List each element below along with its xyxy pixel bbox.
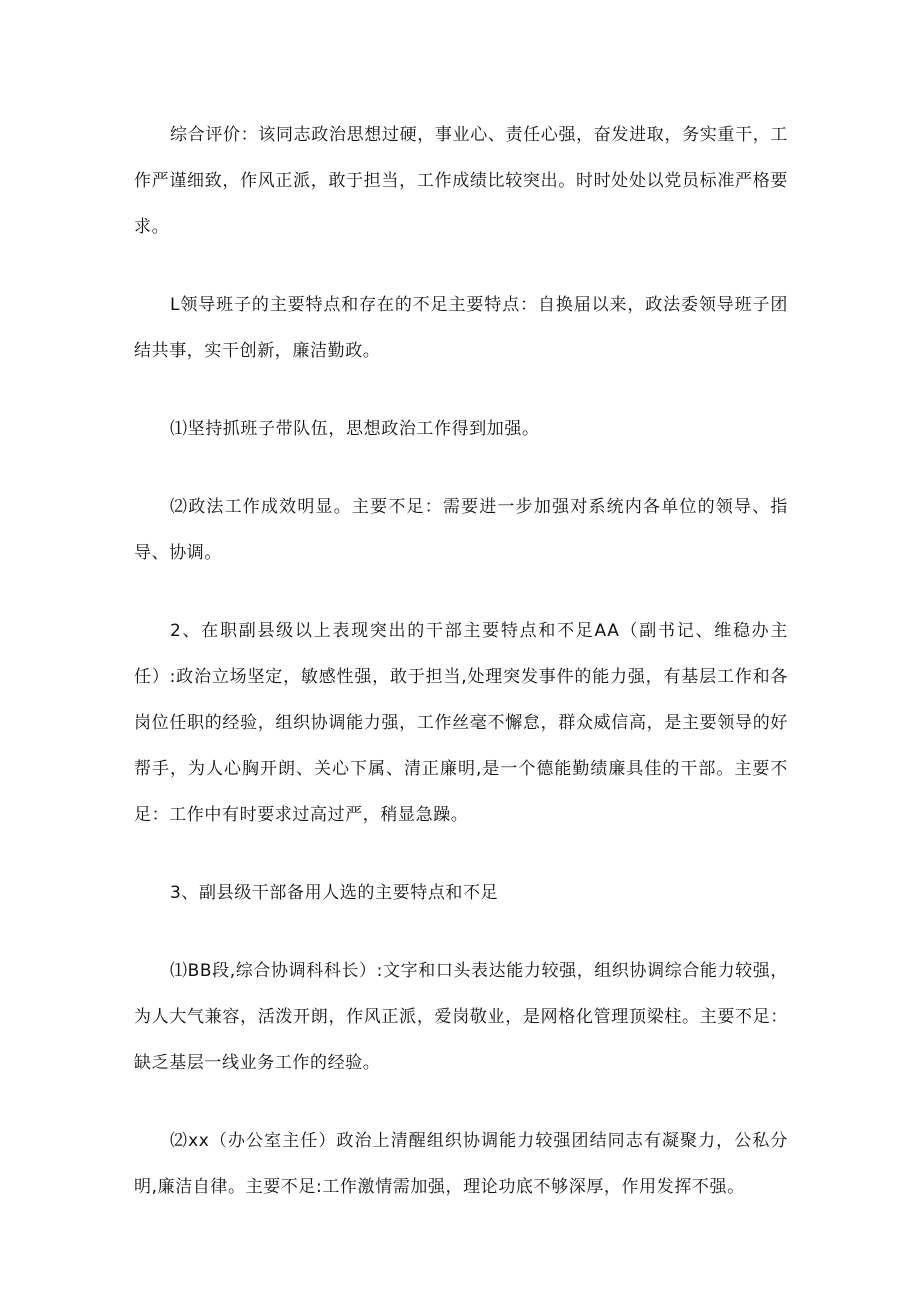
paragraph-item-2: ⑵政法工作成效明显。主要不足：需要进一步加强对系统内各单位的领导、指导、协调。 bbox=[134, 497, 788, 563]
paragraph-section-2: 2、在职副县级以上表现突出的干部主要特点和不足AA（副书记、维稳办主任）:政治立场坚定，敏感性强，敢于担当,处理突发事件的能力强，有基层工作和各岗位任职的经验，组织协调能力强，工作丝毫不懈怠，群众威信高，是主要领导的好帮手，为人心胸开朗、关心下属、清正廉明,是一个德能勤绩廉具佳的干部。主要不足：工作中有时要求过高过严，稍显急躁。 bbox=[134, 621, 788, 825]
paragraph-leadership-features: L领导班子的主要特点和存在的不足主要特点：自换届以来，政法委领导班子团结共事，实干创新，廉洁勤政。 bbox=[134, 295, 788, 361]
paragraph-candidate-2: ⑵xx（办公室主任）政治上清醒组织协调能力较强团结同志有凝聚力，公私分明,廉洁自律。主要不足:工作激情需加强，理论功底不够深厚，作用发挥不强。 bbox=[134, 1131, 788, 1197]
paragraph-candidate-1: ⑴BB段,综合协调科科长）:文字和口头表达能力较强，组织协调综合能力较强，为人大气兼容，活泼开朗，作风正派，爱岗敬业，是网格化管理顶梁柱。主要不足：缺乏基层一线业务工作的经验。 bbox=[134, 961, 788, 1073]
document-body bbox=[134, 112, 788, 1242]
paragraph-section-3-heading: 3、副县级干部备用人选的主要特点和不足 bbox=[170, 883, 499, 903]
paragraph-overall-evaluation: 综合评价：该同志政治思想过硬，事业心、责任心强，奋发进取，务实重干，工作严谨细致，作风正派，敢于担当，工作成绩比较突出。时时处处以党员标准严格要求。 bbox=[134, 125, 788, 237]
paragraph-item-1: ⑴坚持抓班子带队伍，思想政治工作得到加强。 bbox=[170, 419, 540, 439]
